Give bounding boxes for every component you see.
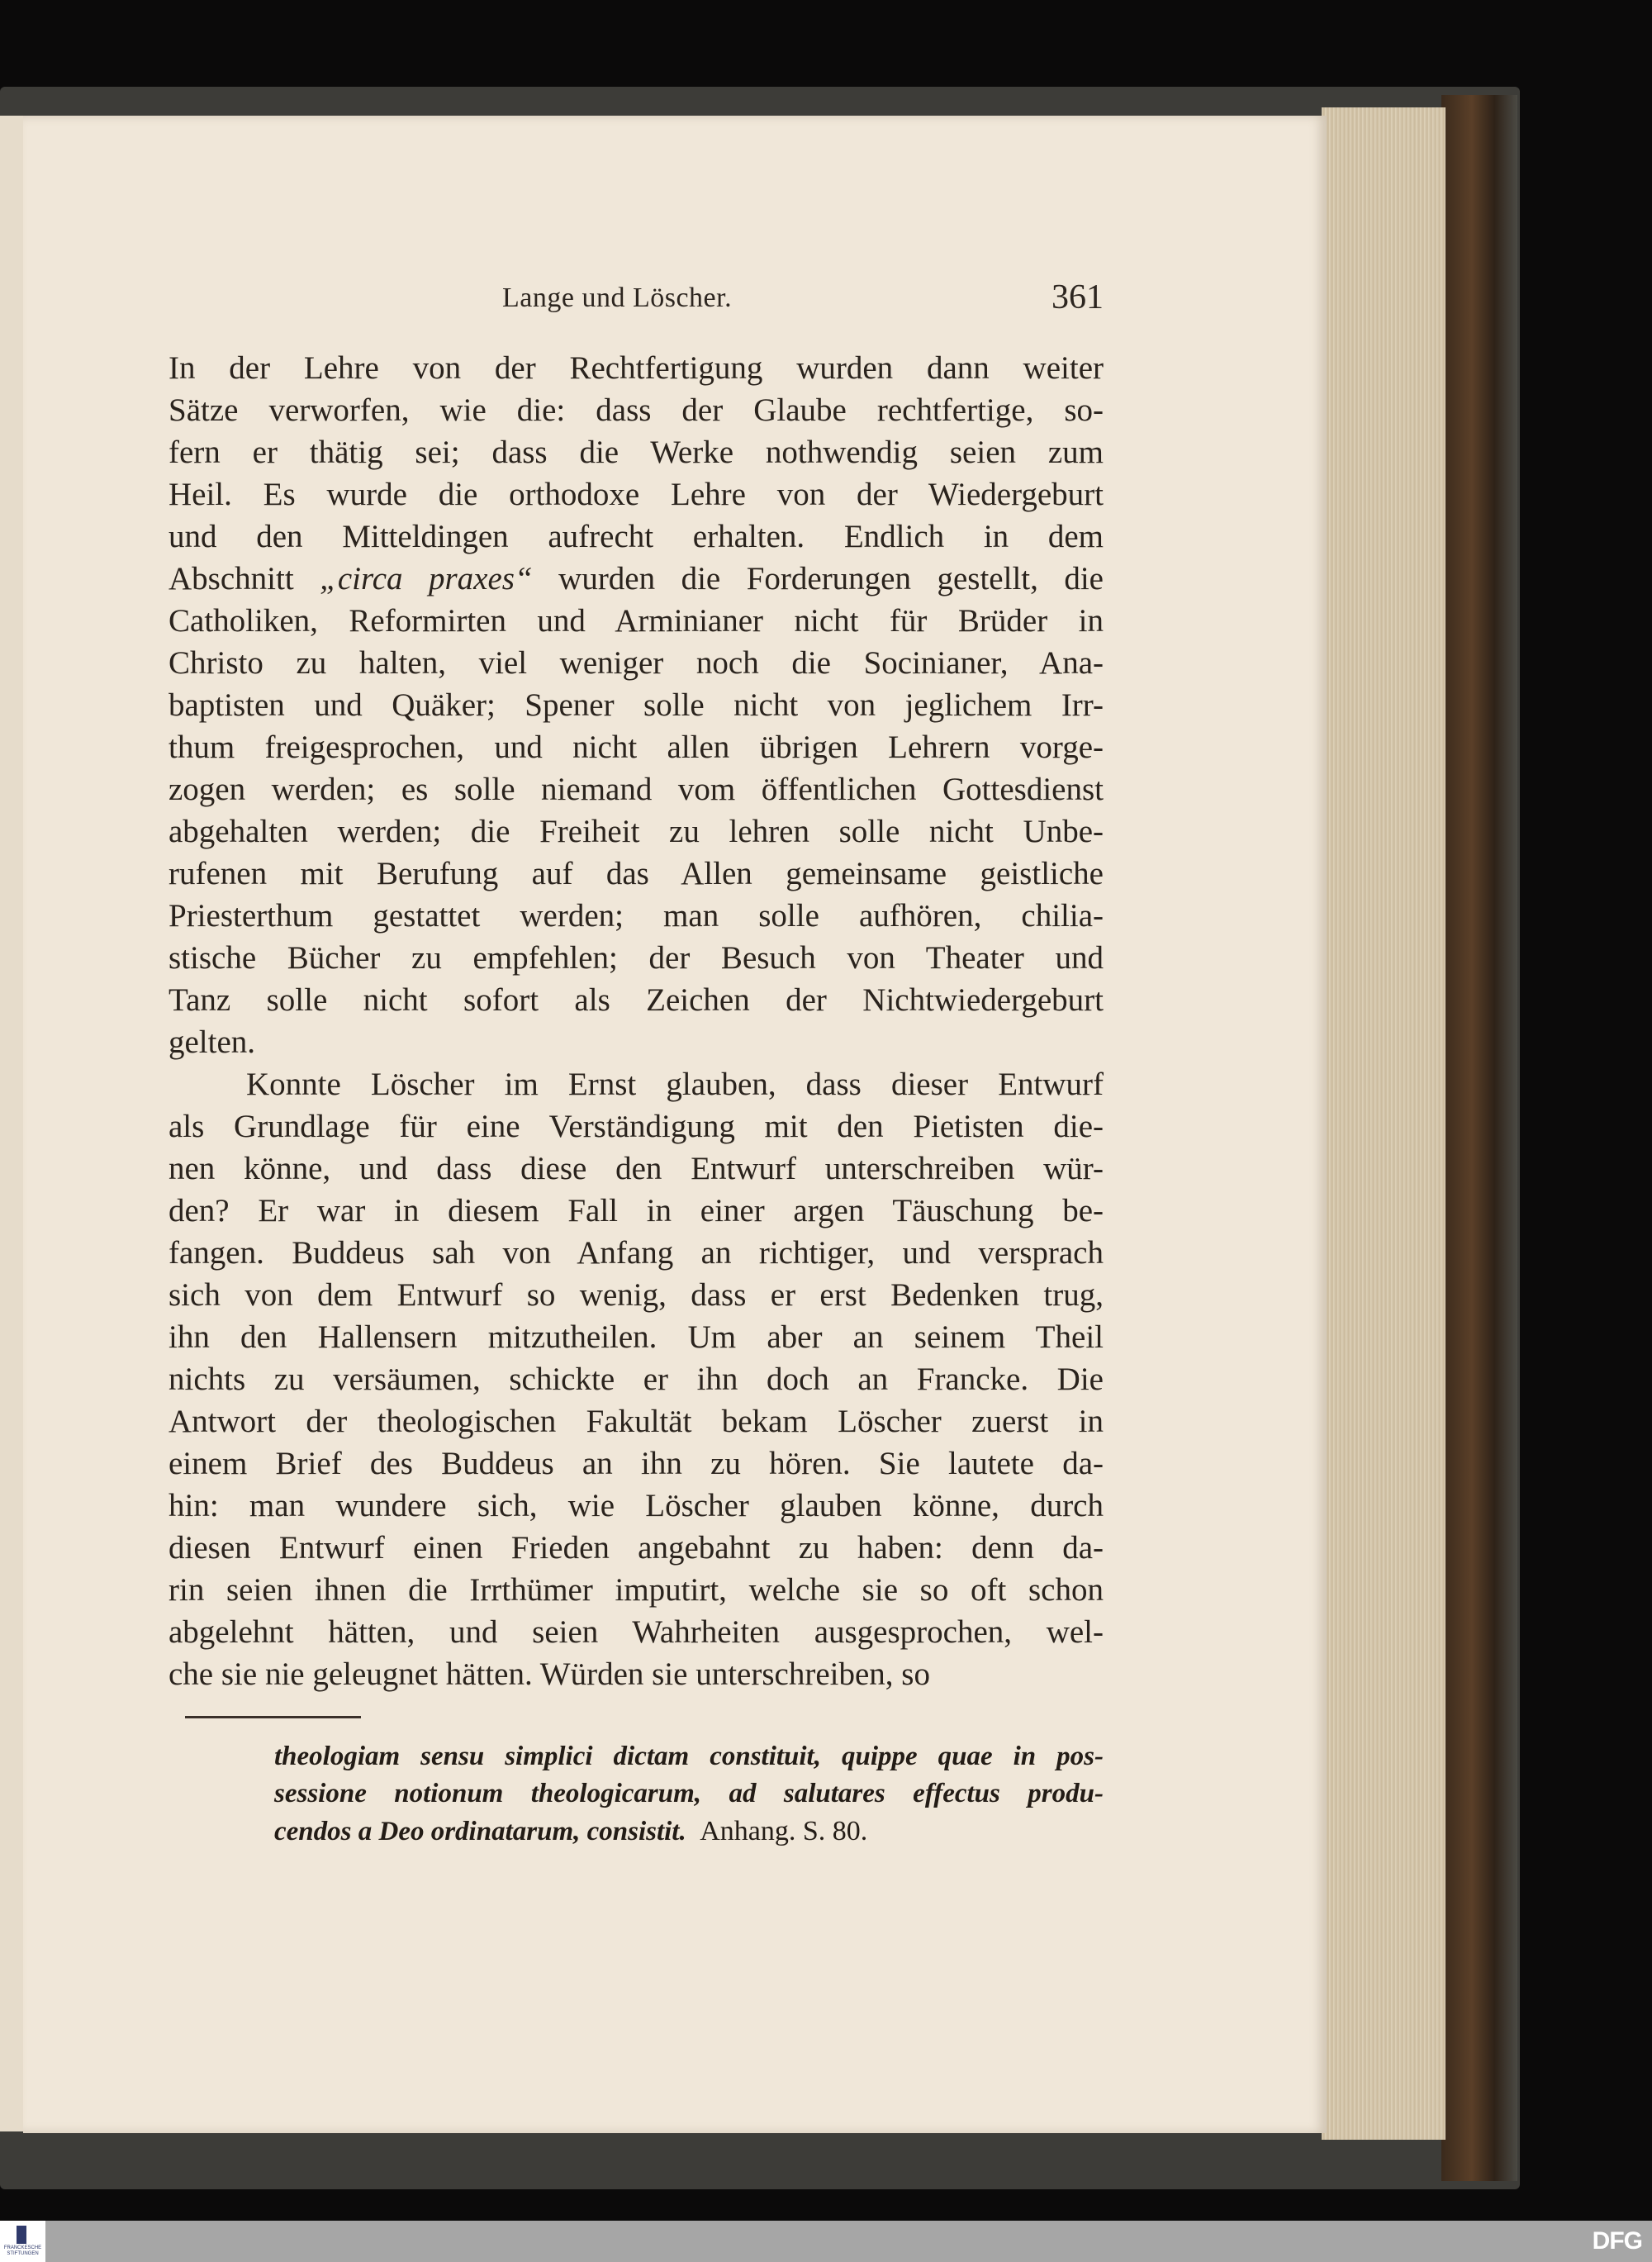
text-span: Abschnitt: [169, 561, 320, 596]
page-header: [169, 278, 1104, 322]
paragraph-1: [169, 347, 1104, 1063]
text-line: fangen. Buddeus sah von Anfang an richtiger, und versprach: [169, 1235, 1104, 1271]
text-line: abgelehnt hätten, und seien Wahrheiten ausgesprochen, wel-: [169, 1614, 1104, 1650]
text-line: den? Er war in diesem Fall in einer argen Täuschung be-: [169, 1193, 1104, 1228]
text-line: In der Lehre von der Rechtfertigung wurden dann weiter: [169, 350, 1104, 386]
text-line: rin seien ihnen die Irrthümer imputirt, welche sie so oft schon: [169, 1572, 1104, 1608]
text-line: abgehalten werden; die Freiheit zu lehren solle nicht Unbe-: [169, 814, 1104, 849]
body-text: [169, 347, 1104, 1695]
text-line: Konnte Löscher im Ernst glauben, dass dieser Entwurf: [246, 1067, 1104, 1102]
text-line: ihn den Hallensern mitzutheilen. Um aber an seinem Theil: [169, 1319, 1104, 1355]
footnote-rule: [185, 1716, 361, 1718]
footer-bar: [0, 2221, 1652, 2262]
text-line: baptisten und Quäker; Spener solle nicht von jeglichem Irr-: [169, 687, 1104, 723]
text-line: nichts zu versäumen, schickte er ihn doch an Francke. Die: [169, 1361, 1104, 1397]
page-fore-edge: [1322, 107, 1446, 2140]
footnote: [274, 1738, 1104, 1850]
page-number: 361: [1051, 278, 1104, 316]
text-line: hin: man wundere sich, wie Löscher glauben könne, durch: [169, 1488, 1104, 1523]
text-line: einem Brief des Buddeus an ihn zu hören. Sie lautete da-: [169, 1446, 1104, 1481]
text-line: rufenen mit Berufung auf das Allen gemeinsame geistliche: [169, 856, 1104, 891]
footnote-text: cendos a Deo ordinatarum, consistit.: [274, 1817, 686, 1846]
footnote-line: sessione notionum theologicarum, ad salutares effectus produ-: [274, 1779, 1104, 1808]
text-line: gelten.: [169, 1024, 256, 1060]
paragraph-2: [169, 1063, 1104, 1695]
text-line: Heil. Es wurde die orthodoxe Lehre von der Wiedergeburt: [169, 477, 1104, 512]
text-line: sich von dem Entwurf so wenig, dass er erst Bedenken trug,: [169, 1277, 1104, 1313]
text-line: stische Bücher zu empfehlen; der Besuch von Theater und: [169, 940, 1104, 976]
text-line: thum freigesprochen, und nicht allen übrigen Lehrern vorge-: [169, 729, 1104, 765]
footnote-line: [274, 1813, 1104, 1850]
text-line: Christo zu halten, viel weniger noch die Socinianer, Ana-: [169, 645, 1104, 681]
text-line: Tanz solle nicht sofort als Zeichen der Nichtwiedergeburt: [169, 982, 1104, 1018]
text-line: Catholiken, Reformirten und Arminianer nicht für Brüder in: [169, 603, 1104, 639]
institution-logo-text: FRANCKESCHE STIFTUNGEN: [3, 2245, 42, 2256]
footnote-line: theologiam sensu simplici dictam constituit, quippe quae in pos-: [274, 1742, 1104, 1771]
text-line: Antwort der theologischen Fakultät bekam Löscher zuerst in: [169, 1404, 1104, 1439]
text-line: fern er thätig sei; dass die Werke nothwendig seien zum: [169, 435, 1104, 470]
text-line: und den Mitteldingen aufrecht erhalten. Endlich in dem: [169, 519, 1104, 554]
text-span: wurden die Forderungen gestellt, die: [532, 561, 1104, 596]
text-line: [169, 558, 1104, 600]
running-title: Lange und Löscher.: [502, 283, 733, 313]
text-line: Priesterthum gestattet werden; man solle aufhören, chilia-: [169, 898, 1104, 934]
statue-icon: [17, 2226, 26, 2244]
text-line: nen könne, und dass diese den Entwurf unterschreiben wür-: [169, 1151, 1104, 1186]
book-cover-edge: [1441, 95, 1517, 2181]
left-page-edge: [0, 116, 25, 2131]
dfg-logo: DFG: [1592, 2227, 1642, 2255]
text-line: Sätze verworfen, wie die: dass der Glaube rechtfertige, so-: [169, 392, 1104, 428]
italic-phrase: „circa praxes“: [320, 561, 533, 596]
institution-logo: [0, 2221, 45, 2262]
text-line: als Grundlage für eine Verständigung mit den Pietisten die-: [169, 1109, 1104, 1144]
footnote-reference: Anhang. S. 80.: [700, 1816, 868, 1846]
text-line: diesen Entwurf einen Frieden angebahnt zu haben: denn da-: [169, 1530, 1104, 1566]
text-line: che sie nie geleugnet hätten. Würden sie unterschreiben, so: [169, 1656, 930, 1692]
text-line: zogen werden; es solle niemand vom öffentlichen Gottesdienst: [169, 772, 1104, 807]
